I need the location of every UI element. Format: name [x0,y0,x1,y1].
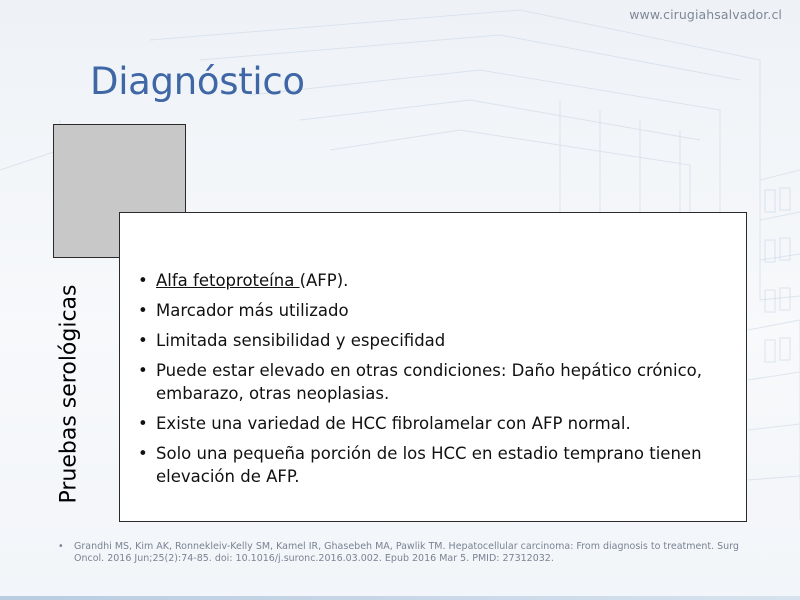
bullet-text: Marcador más utilizado [156,301,349,320]
bullet-text: (AFP). [299,271,349,290]
bullet-icon: • [138,271,148,290]
reference-citation [58,541,758,565]
website-url: www.cirugiahsalvador.cl [629,7,782,22]
bullet-text: Puede estar elevado en otras condiciones: Daño hepático crónico, embarazo, otras neoplasias. [156,361,702,403]
content-box [119,212,747,522]
bullet-text: Existe una variedad de HCC fibrolamelar con AFP normal. [156,414,631,433]
bullet-underlined-term: Alfa fetoproteína [156,271,300,290]
bullet-icon: • [138,331,148,350]
bullet-icon: • [58,541,64,552]
bullet-list [138,269,726,495]
bullet-text: Solo una pequeña porción de los HCC en estadio temprano tienen elevación de AFP. [156,444,702,486]
section-label [48,270,90,518]
bullet-icon: • [138,414,148,433]
bullet-icon: • [138,301,148,320]
slide-title: Diagnóstico [90,60,305,103]
bullet-item-estadio [138,442,726,488]
bullet-item-afp [138,269,726,292]
bullet-item-sensibilidad [138,329,726,352]
section-label-text: Pruebas serológicas [56,284,82,504]
bullet-item-condiciones [138,359,726,405]
bullet-item-fibrolamelar [138,412,726,435]
bullet-icon: • [138,361,148,380]
bullet-icon: • [138,444,148,463]
bullet-text: Limitada sensibilidad y especifidad [156,331,446,350]
reference-text: Grandhi MS, Kim AK, Ronnekleiv-Kelly SM, Kamel IR, Ghasebeh MA, Pawlik TM. Hepatocellular carcinoma: From diagnosis to treatment. Surg Oncol. 2016 Jun;25(2):74-85. doi: 10.1016/j.suronc.2016.03.002. Epub 2016 Mar 5. PMID: 27312032. [74,541,739,564]
bottom-border [0,596,800,600]
bullet-item-marcador [138,299,726,322]
